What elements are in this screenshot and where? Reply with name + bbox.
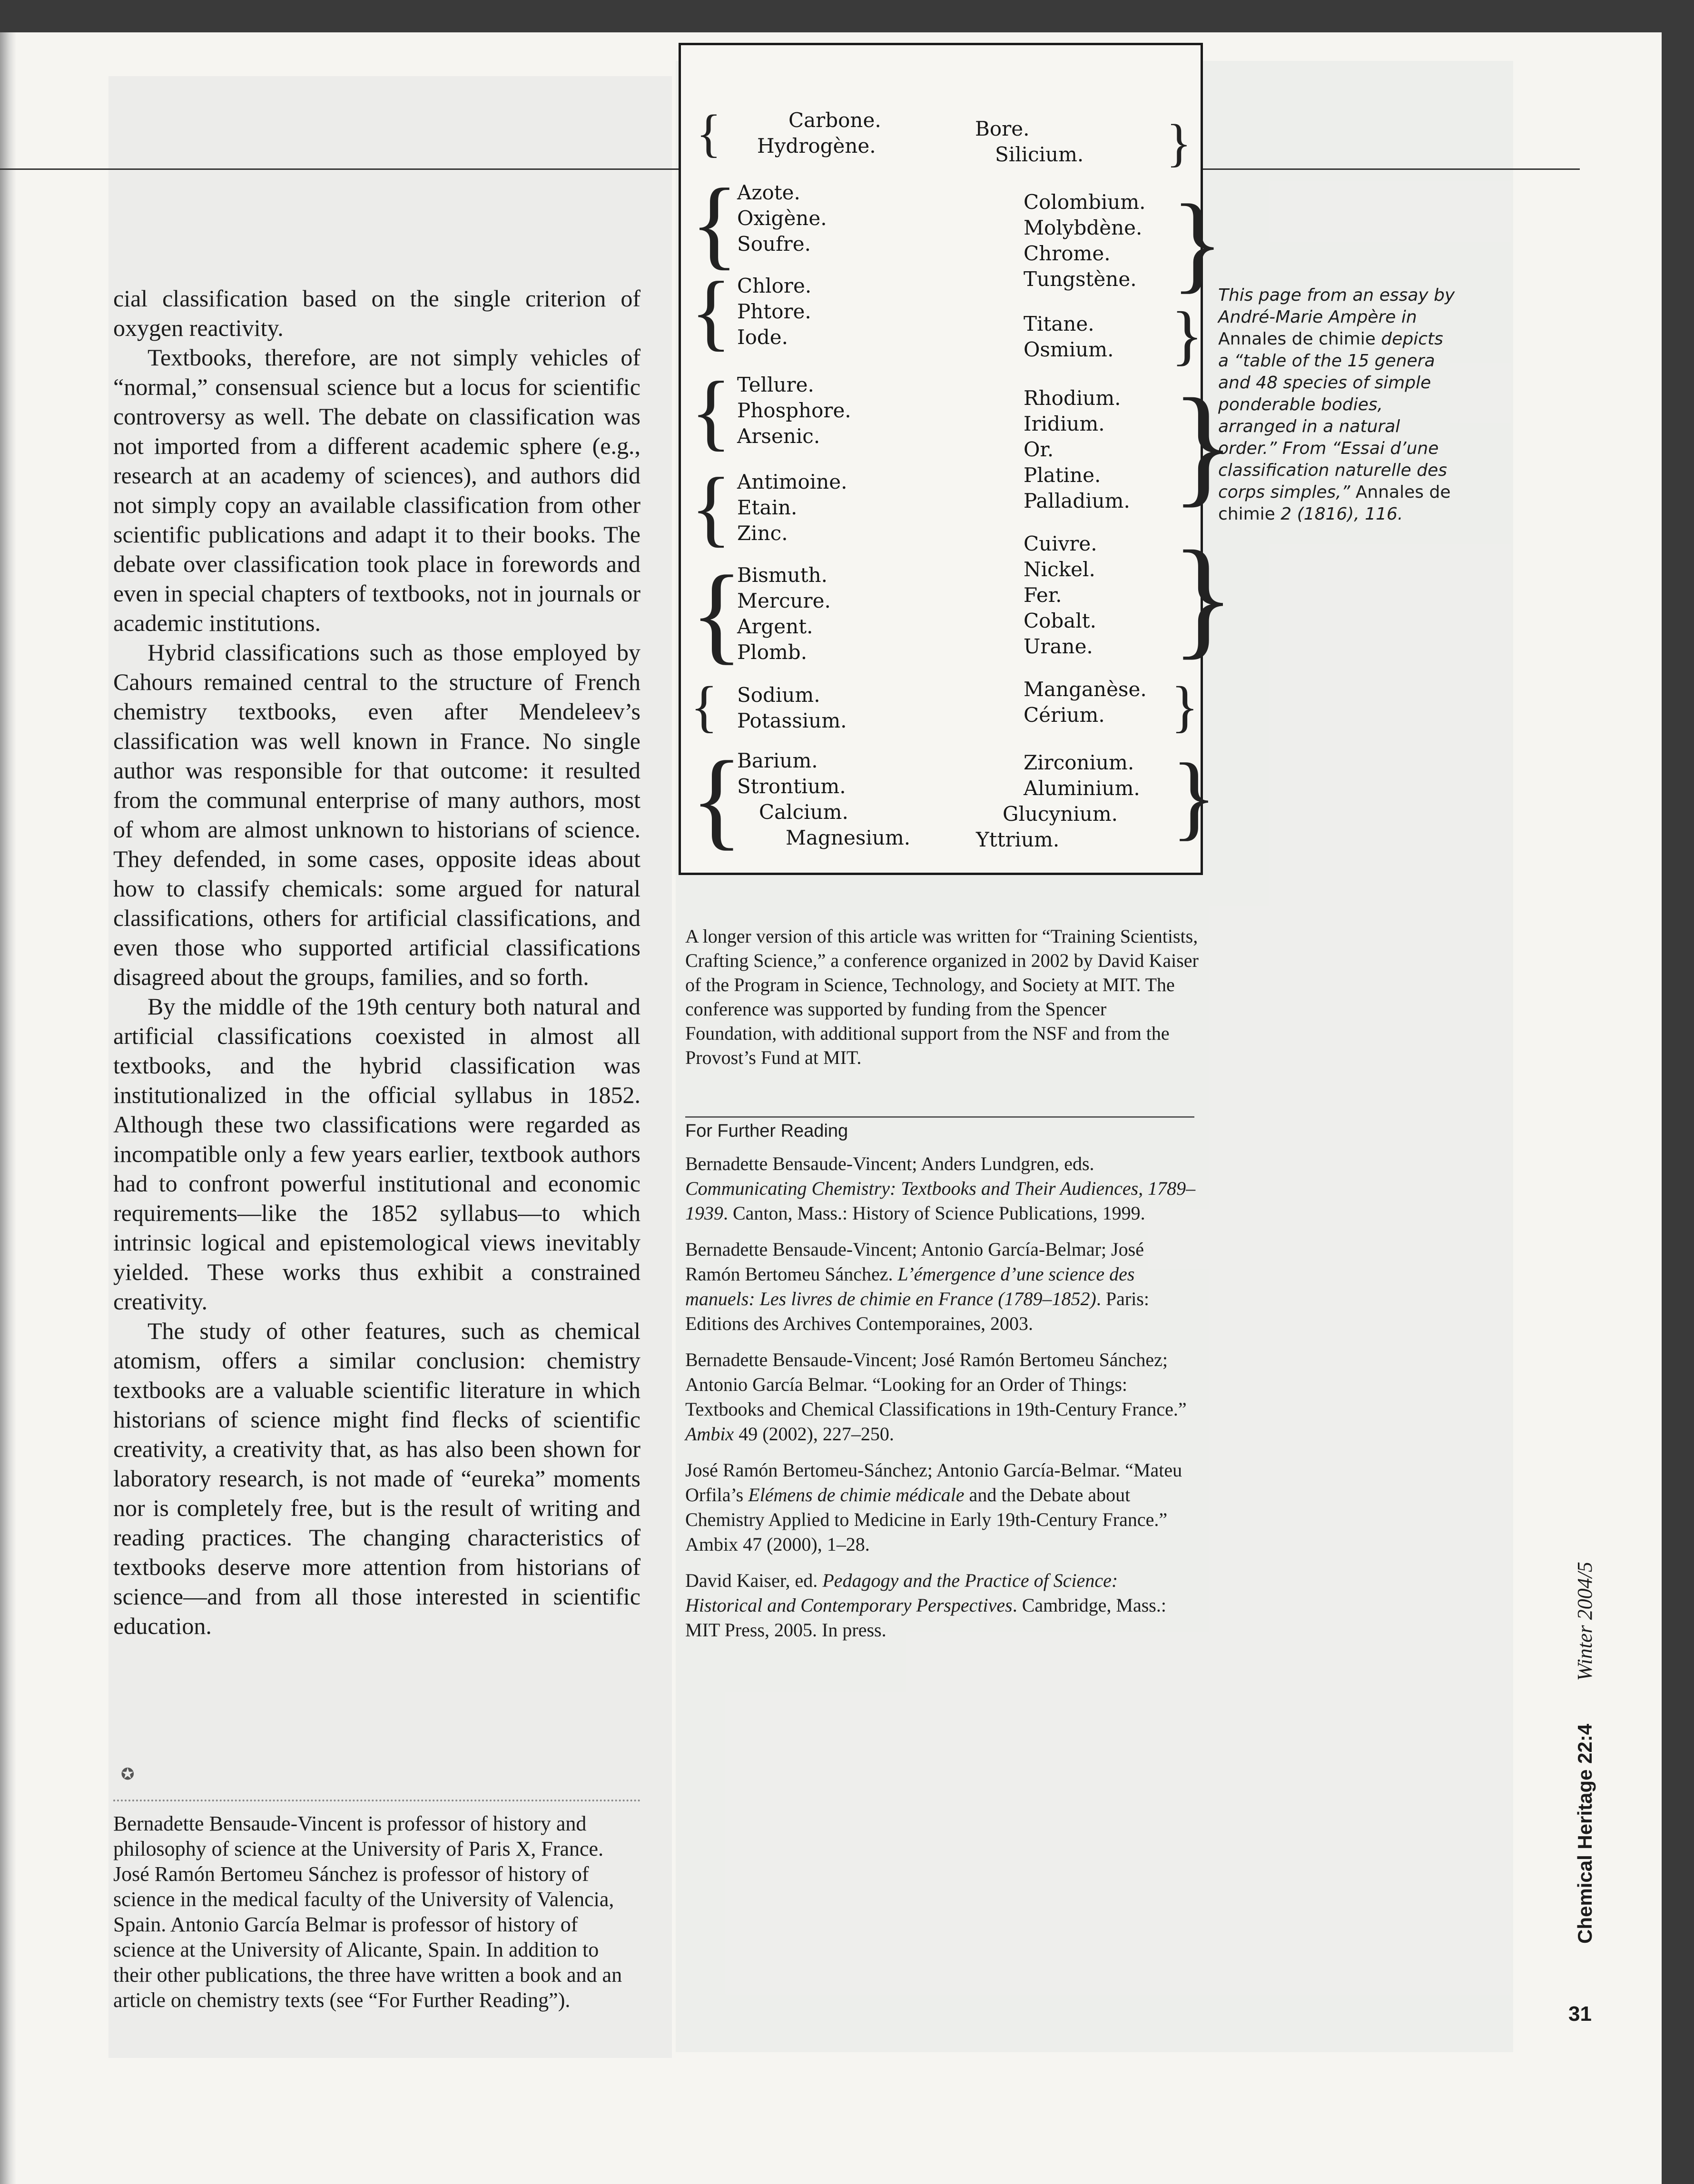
element-name: Molybdène. (1024, 216, 1142, 239)
group-brace: } (1171, 182, 1224, 303)
running-footer (1573, 1562, 1597, 1944)
article-note: A longer version of this article was written for “Training Scientists, Crafting Science,” a conference organized in 2002 by David Kaiser of the Program in Science, Technology, and Society at MIT. The conference was supported by funding from the Spencer Foundation, with additional support from the NSF and from the Provost’s Fund at MIT. (685, 925, 1199, 1068)
element-name: Cobalt. (1024, 609, 1097, 632)
group-brace: { (690, 553, 743, 674)
element-name: Or. (1024, 438, 1054, 461)
page-number: 31 (1568, 2002, 1592, 2026)
ref-title: L’émergence d’une science des manuels: Les livres de chimie en France (1789–1852) (685, 1263, 1135, 1309)
reference-item (685, 1151, 1199, 1226)
element-name: Chrome. (1024, 242, 1111, 265)
group-brace: { (690, 460, 732, 555)
element-name: Azote. (737, 181, 800, 204)
caption-tail: 2 (1816), 116. (1275, 504, 1403, 524)
element-name: Iridium. (1024, 412, 1105, 435)
body-paragraph: By the middle of the 19th century both natural and artificial classifications coexisted in almost all textbooks, and the hybrid classification was institutionalized in the official syllabus in 1852. Although these two classifications were regarded as incompatible only a few years earlier, textbook authors had to confront powerful institutional and economic requirements—like the 1852 syllabus—to which intrinsic logical and epistemological views inevitably yielded. These works thus exhibit a constrained creativity. (113, 993, 640, 1315)
element-name: Plomb. (737, 640, 808, 664)
figure-caption (1218, 285, 1456, 525)
body-column (113, 284, 640, 1641)
element-name: Nickel. (1024, 558, 1095, 581)
element-name: Cérium. (1024, 703, 1105, 727)
classification-table-figure (679, 43, 1235, 875)
element-name: Barium. (737, 749, 818, 772)
element-name: Phosphore. (737, 399, 851, 422)
element-name: Cuivre. (1024, 532, 1097, 555)
caption-journal: Annales de chimie (1218, 482, 1451, 524)
element-name: Rhodium. (1024, 386, 1121, 410)
element-name: Antimoine. (737, 470, 847, 493)
reference-item (685, 1568, 1199, 1643)
ref-title: Communicating Chemistry: Textbooks and Their Audiences, 1789–1939 (685, 1178, 1196, 1224)
group-brace: { (690, 364, 732, 459)
element-name: Bore. (975, 117, 1030, 140)
element-name: Etain. (737, 496, 798, 519)
ref-authors: Bernadette Bensaude-Vincent; Antonio García-Belmar; José Ramón Bertomeu Sánchez. (685, 1239, 1144, 1285)
reference-item (685, 1348, 1199, 1446)
group-brace: } (1171, 675, 1199, 738)
element-name: Tellure. (737, 373, 814, 396)
ref-details: . Cambridge, Mass.: MIT Press, 2005. In press. (685, 1594, 1166, 1641)
group-brace: } (1166, 114, 1192, 172)
further-reading-heading: For Further Reading (685, 1121, 848, 1141)
element-name: Calcium. (759, 800, 848, 824)
element-name: Hydrogène. (757, 134, 876, 157)
element-name: Sodium. (737, 683, 820, 707)
element-name: Magnesium. (786, 826, 911, 849)
reference-item (685, 1458, 1199, 1557)
ref-details: . Canton, Mass.: History of Science Publications, 1999. (723, 1202, 1145, 1224)
caption-middle: depicts a “table of the 15 genera and 48 species of simple ponderable bodies, arranged in a natural order.” From “Essai d’une classification naturelle des corps simples,” (1218, 329, 1447, 502)
ref-authors: José Ramón Bertomeu-Sánchez; Antonio García-Belmar. “Mateu Orfila’s (685, 1459, 1182, 1505)
body-paragraph: cial classification based on the single criterion of oxygen reactivity. (113, 285, 640, 341)
group-brace: } (1171, 371, 1235, 519)
ref-details: 49 (2002), 227–250. (734, 1423, 894, 1445)
element-name: Yttrium. (976, 828, 1060, 851)
body-paragraph: Textbooks, therefore, are not simply vehicles of “normal,” consensual science but a locus for scientific controversy as well. The debate on classification was not imported from a different academic sphere (e.g., research at an academy of sciences), and authors did not simply copy an available classification from other scientific publications and adapt it to their books. The debate over classification took place in forewords and even in special chapters of textbooks, not in journals or academic institutions. (113, 344, 640, 636)
group-brace: { (690, 675, 718, 738)
ref-title: Ambix (685, 1423, 734, 1445)
group-brace: { (690, 264, 732, 359)
ref-details: and the Debate about Chemistry Applied to Medicine in Early 19th-Century France.” Ambix 47 (2000), 1–28. (685, 1484, 1168, 1555)
group-brace: { (690, 168, 739, 279)
element-name: Chlore. (737, 274, 812, 297)
ref-details: . Paris: Editions des Archives Contemporaines, 2003. (685, 1288, 1149, 1334)
element-name: Arsenic. (737, 424, 820, 448)
page-gutter-shadow (0, 32, 16, 2184)
element-name: Bismuth. (737, 563, 828, 587)
element-name: Manganèse. (1024, 678, 1147, 701)
element-name: Zirconium. (1024, 751, 1134, 774)
element-name: Aluminium. (1024, 777, 1140, 800)
magazine-name: Chemical Heritage 22:4 (1574, 1723, 1596, 1944)
ref-title: Elémens de chimie médicale (748, 1484, 965, 1505)
element-name: Phtore. (737, 300, 811, 323)
element-name: Carbone. (788, 108, 881, 132)
element-name: Tungstène. (1024, 267, 1137, 291)
element-name: Glucynium. (1003, 802, 1118, 826)
caption-lead: This page from an essay by André-Marie Ampère in (1218, 285, 1455, 327)
end-of-article-icon: ✪ (121, 1766, 135, 1783)
group-brace: { (696, 104, 721, 162)
element-name: Osmium. (1024, 338, 1114, 361)
reference-list (685, 1151, 1199, 1654)
element-name: Strontium. (737, 775, 846, 798)
body-paragraph: The study of other features, such as chemical atomism, offers a similar conclusion: chemistry textbooks are a valuable scientific literature in which historians of science might find flecks of scientific creativity, a creativity that, as has also been shown for laboratory research, is not made of “eureka” moments nor is completely free, but is the result of writing and reading practices. The changing characteristics of textbooks deserve more attention from historians of science—and from all those interested in scientific education. (113, 1318, 640, 1639)
element-name: Soufre. (737, 232, 811, 256)
element-name: Potassium. (737, 709, 847, 732)
element-name: Palladium. (1024, 489, 1130, 512)
group-brace: } (1171, 523, 1235, 671)
element-name: Silicium. (995, 143, 1084, 166)
element-name: Colombium. (1024, 190, 1146, 214)
author-bio: Bernadette Bensaude-Vincent is professor of history and philosophy of science at the University of Paris X, France. José Ramón Bertomeu Sánchez is professor of history of science in the medical faculty of the University of Valencia, Spain. Antonio García Belmar is professor of history of science at the University of Alicante, Spain. In addition to their other publications, the three have written a book and an article on chemistry texts (see “For Further Reading”). (113, 1812, 622, 2012)
ref-authors: Bernadette Bensaude-Vincent; Anders Lundgren, eds. (685, 1153, 1094, 1174)
element-name: Oxigène. (737, 207, 827, 230)
element-name: Zinc. (737, 521, 788, 545)
ref-authors: David Kaiser, ed. (685, 1570, 823, 1591)
group-brace: { (690, 738, 743, 860)
caption-journal: Annales de chimie (1218, 329, 1376, 349)
element-name: Titane. (1024, 312, 1094, 335)
element-name: Urane. (1024, 635, 1093, 658)
element-name: Mercure. (737, 589, 831, 612)
element-name: Argent. (737, 615, 813, 638)
element-name: Platine. (1024, 463, 1101, 487)
further-reading-rule (685, 1116, 1194, 1118)
bio-divider (113, 1800, 640, 1801)
reference-item (685, 1237, 1199, 1336)
group-brace: } (1171, 298, 1203, 372)
ref-authors: Bernadette Bensaude-Vincent; José Ramón Bertomeu Sánchez; Antonio García Belmar. “Looking for an Order of Things: Textbooks and Chemical Classifications in 19th-Century France.” (685, 1349, 1187, 1420)
ref-title: Pedagogy and the Practice of Science: Historical and Contemporary Perspectives (685, 1570, 1118, 1616)
group-brace: } (1171, 744, 1217, 849)
body-paragraph: Hybrid classifications such as those employed by Cahours remained central to the structure of French chemistry textbooks, even after Mendeleev’s classification was well known in France. No single author was responsible for that outcome: it resulted from the communal enterprise of many authors, most of whom are almost unknown to historians of science. They defended, in some cases, opposite ideas about how to classify chemicals: some argued for natural classifications, others for artificial classifications, and even those who supported artificial classifications disagreed about the groups, families, and so forth. (113, 639, 640, 990)
element-name: Fer. (1024, 583, 1062, 607)
issue-season: Winter 2004/5 (1573, 1562, 1596, 1681)
element-name: Iode. (737, 325, 788, 349)
